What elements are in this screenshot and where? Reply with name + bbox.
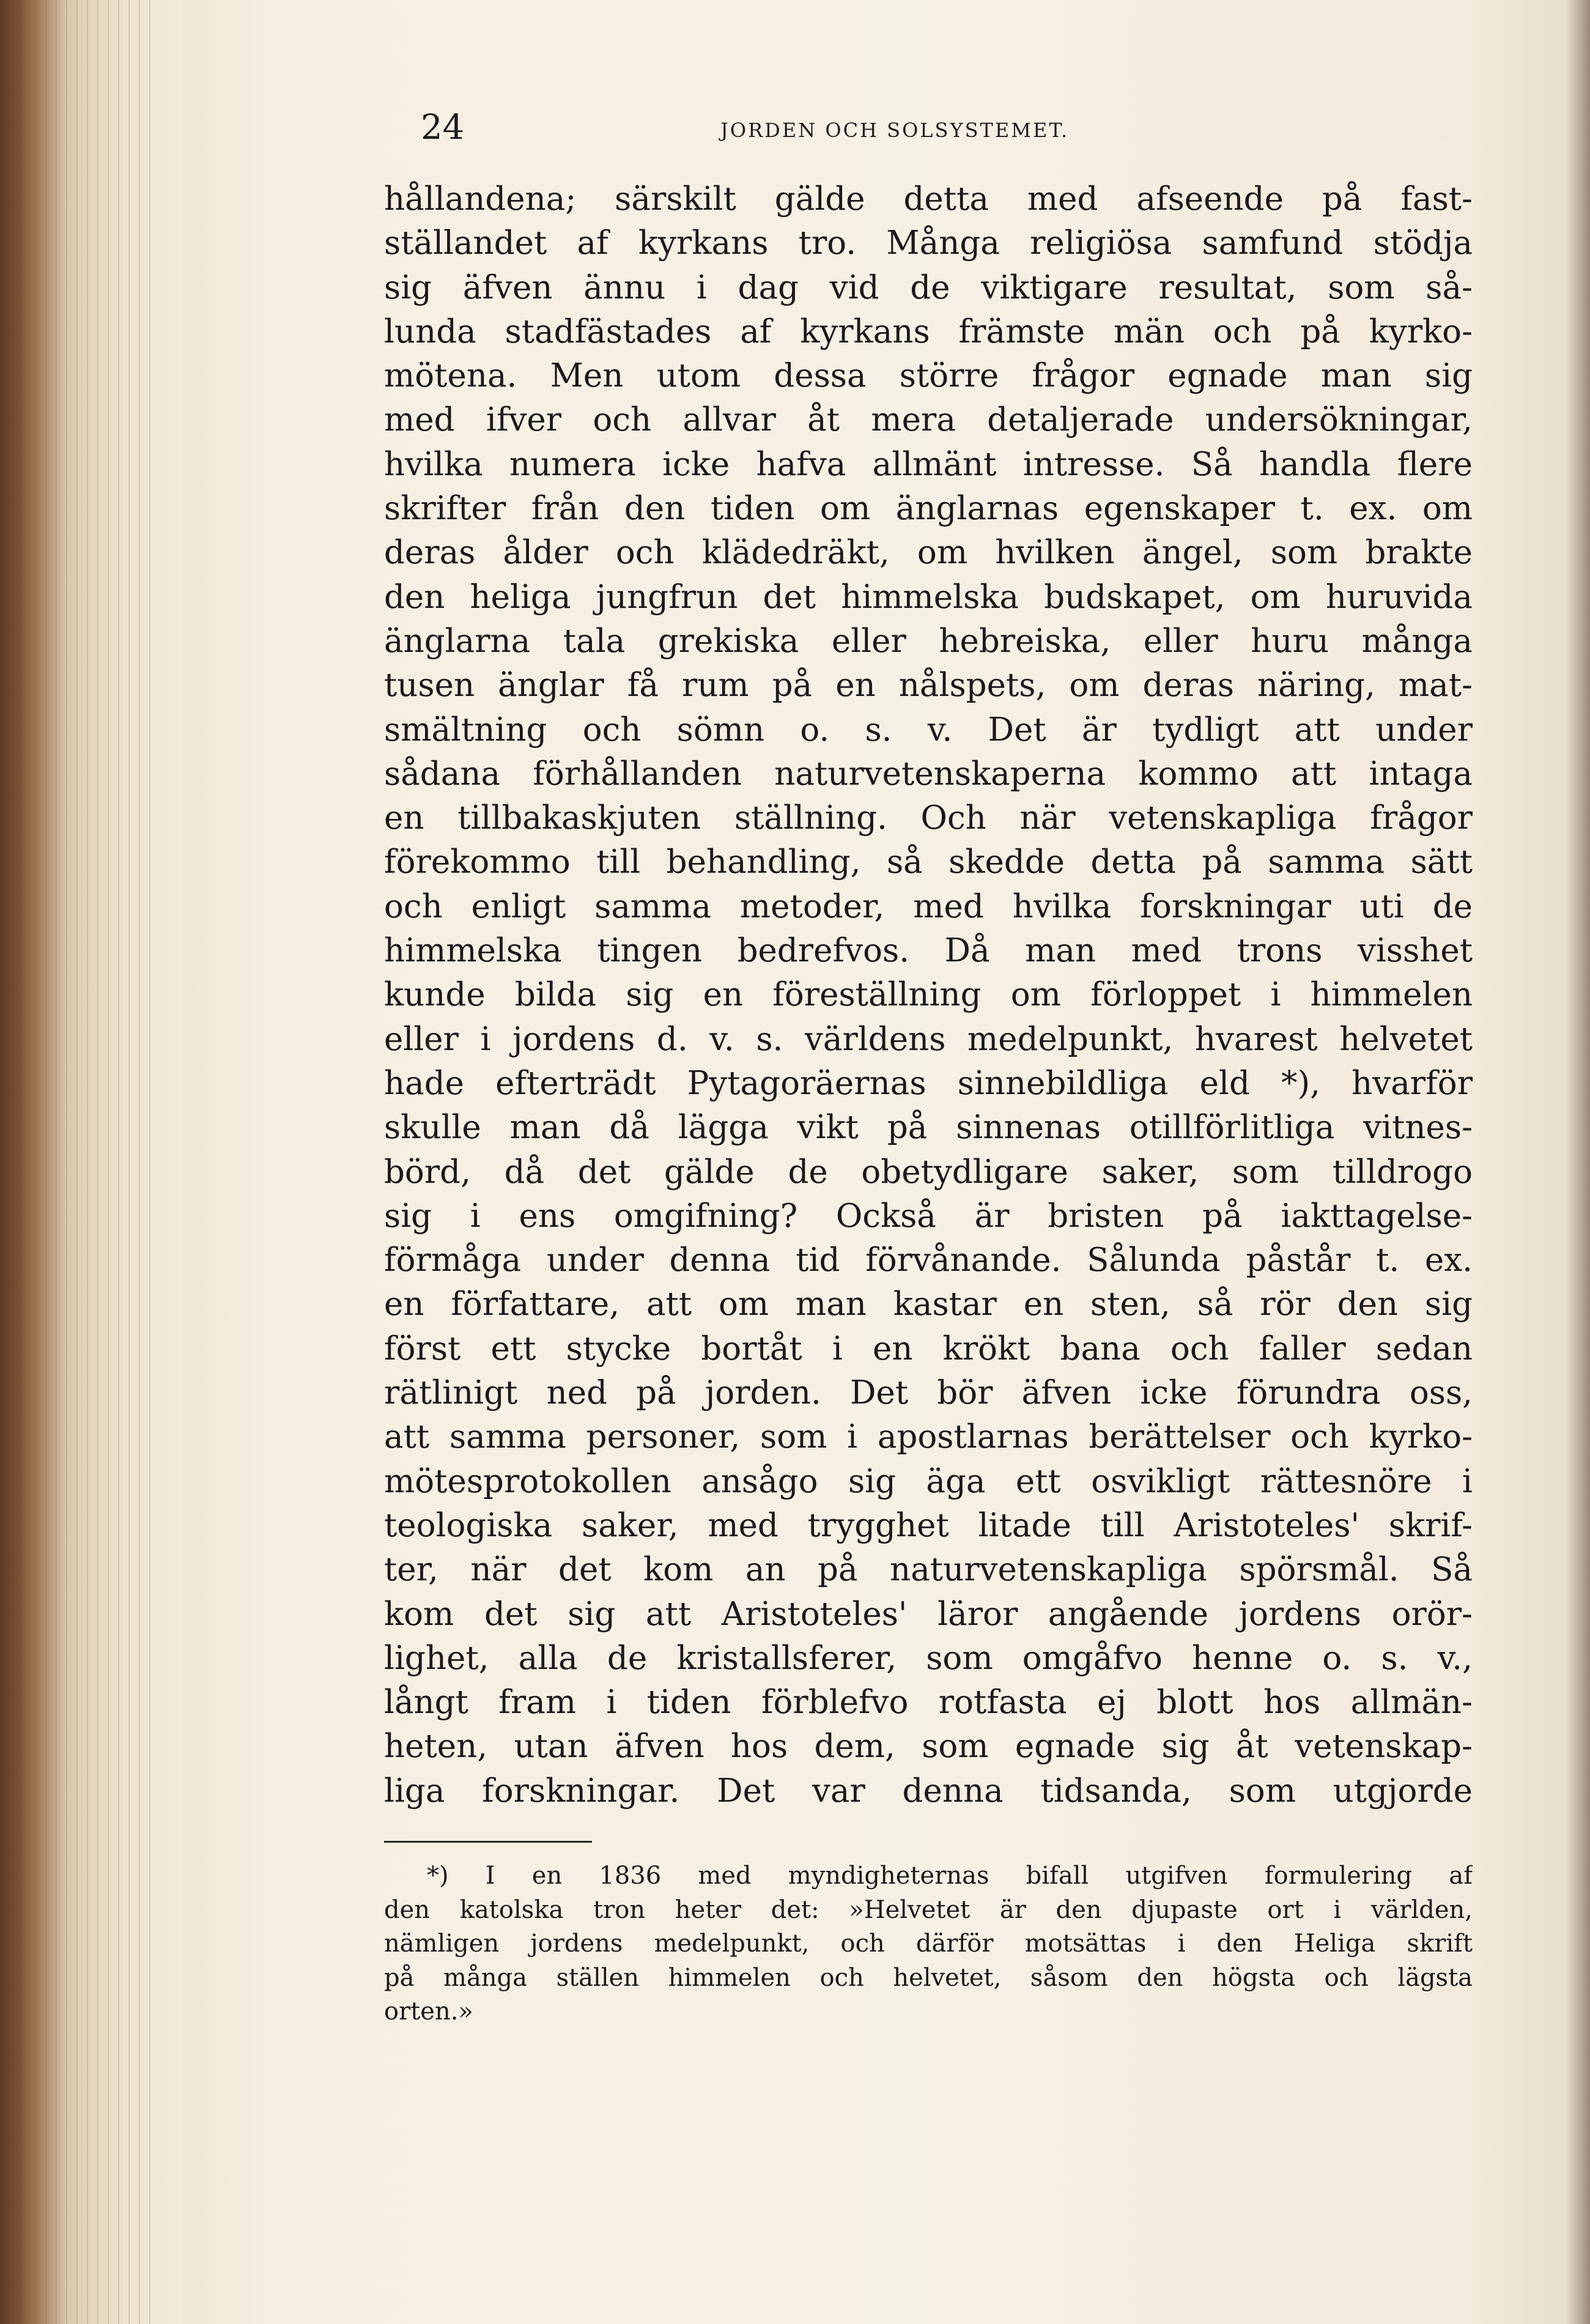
text-line: rätlinigt ned på jorden. Det bör äfven icke förundra oss, (384, 1374, 1473, 1412)
text-line: sig äfven ännu i dag vid de viktigare resultat, som så- (384, 268, 1473, 306)
text-line: tusen änglar få rum på en nålspets, om deras näring, mat- (384, 667, 1473, 705)
text-line: heten, utan äfven hos dem, som egnade sig åt vetenskap- (384, 1728, 1473, 1766)
page-number: 24 (421, 108, 465, 147)
text-line: smältning och sömn o. s. v. Det är tydligt att under (384, 711, 1473, 749)
text-line: med ifver och allvar åt mera detaljerade undersökningar, (384, 401, 1473, 439)
text-line: hade efterträdt Pytagoräernas sinnebildliga eld *), hvarför (384, 1064, 1473, 1102)
spine-page-edges (24, 0, 153, 2324)
footnote-line: orten.» (384, 1997, 473, 2026)
text-line: kom det sig att Aristoteles' läror angående jordens orör- (384, 1595, 1473, 1633)
text-line: himmelska tingen bedrefvos. Då man med trons visshet (384, 932, 1473, 970)
text-line: kunde bilda sig en föreställning om förloppet i himmelen (384, 976, 1473, 1014)
footnote-block (384, 1859, 1473, 2029)
text-line: en författare, att om man kastar en sten, så rör den sig (384, 1286, 1473, 1323)
text-line: förekommo till behandling, så skedde detta på samma sätt (384, 843, 1473, 881)
text-line: den heliga jungfrun det himmelska budskapet, om huruvida (384, 578, 1473, 616)
text-line: hvilka numera icke hafva allmänt intresse. Så handla flere (384, 445, 1473, 483)
text-line: en tillbakaskjuten ställning. Och när vetenskapliga frågor (384, 799, 1473, 837)
text-line: deras ålder och klädedräkt, om hvilken ängel, som brakte (384, 534, 1473, 572)
footnote-line: den katolska tron heter det: »Helvetet är den djupaste ort i världen, (384, 1895, 1473, 1924)
text-line: först ett stycke bortåt i en krökt bana och faller sedan (384, 1330, 1473, 1367)
page-header (421, 108, 1387, 157)
text-line: börd, då det gälde de obetydligare saker, som tilldrogo (384, 1153, 1473, 1191)
text-line: lunda stadfästades af kyrkans främste män och på kyrko- (384, 313, 1473, 350)
text-line: förmåga under denna tid förvånande. Sålunda påstår t. ex. (384, 1242, 1473, 1279)
running-title: JORDEN OCH SOLSYSTEMET. (720, 119, 1070, 142)
footnote-line: *) I en 1836 med myndigheternas bifall utgifven formulering af (427, 1862, 1473, 1890)
text-line: mötesprotokollen ansågo sig äga ett osvikligt rättesnöre i (384, 1462, 1473, 1500)
text-line: mötena. Men utom dessa större frågor egnade man sig (384, 357, 1473, 395)
text-line: liga forskningar. Det var denna tidsanda, som utgjorde (384, 1772, 1473, 1810)
footnote-line: nämligen jordens medelpunkt, och därför motsättas i den Heliga skrift (384, 1930, 1473, 1958)
book-spine-gutter (0, 0, 202, 2324)
footnote-line: på många ställen himmelen och helvetet, såsom den högsta och lägsta (384, 1963, 1473, 1992)
footnote-divider (384, 1841, 592, 1843)
text-line: hållandena; särskilt gälde detta med afseende på fast- (384, 180, 1473, 218)
text-line: teologiska saker, med trygghet litade till Aristoteles' skrif- (384, 1506, 1473, 1544)
text-line: sig i ens omgifning? Också är bristen på iakttagelse- (384, 1197, 1473, 1235)
text-line: änglarna tala grekiska eller hebreiska, eller huru många (384, 622, 1473, 660)
text-line: eller i jordens d. v. s. världens medelpunkt, hvarest helvetet (384, 1020, 1473, 1058)
text-line: ter, när det kom an på naturvetenskapliga spörsmål. Så (384, 1551, 1473, 1589)
text-line: långt fram i tiden förblefvo rotfasta ej blott hos allmän- (384, 1684, 1473, 1722)
text-line: skrifter från den tiden om änglarnas egenskaper t. ex. om (384, 490, 1473, 528)
page-right-edge-shadow (1566, 0, 1590, 2324)
text-line: att samma personer, som i apostlarnas berättelser och kyrko- (384, 1418, 1473, 1456)
text-line: sådana förhållanden naturvetenskaperna kommo att intaga (384, 755, 1473, 793)
main-text-block (384, 177, 1473, 1813)
text-line: lighet, alla de kristallsferer, som omgåfvo henne o. s. v., (384, 1639, 1473, 1677)
text-line: skulle man då lägga vikt på sinnenas otillförlitliga vitnes- (384, 1109, 1473, 1147)
text-line: och enligt samma metoder, med hvilka forskningar uti de (384, 887, 1473, 925)
text-line: ställandet af kyrkans tro. Många religiösa samfund stödja (384, 224, 1473, 262)
